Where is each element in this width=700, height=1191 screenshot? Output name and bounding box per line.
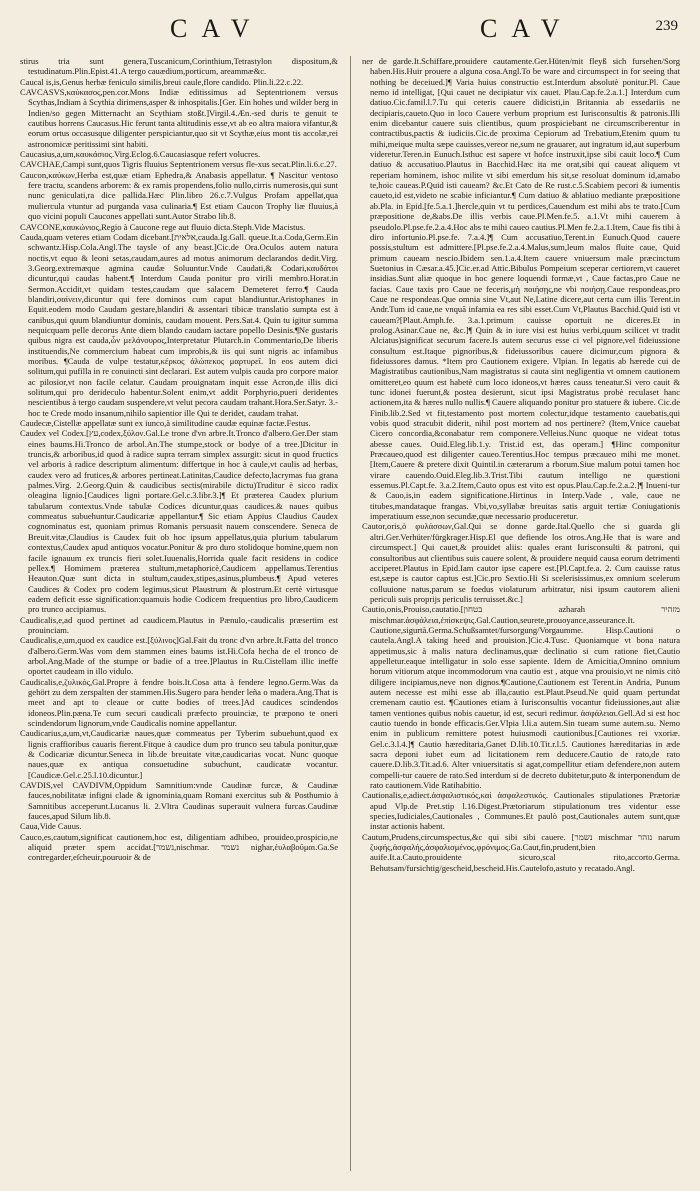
entry-text: CAVCASVS,καύκασος,pen.cor.Mons Indiæ editissimus ad Septentrionem versus Scythas,Indiam à Scythia dirimens,asper & inhospitalis.[Ger. Ein hohes und wilder berg in Indien/so gegen Mitternacht an Scythiam stoßt.]Virgil.4.Æn.-sed duris te genuit te cautibus horrens Caucasus.Hic ferunt tanta altitudinis esse,vt ab eo altra maiora vifantur,& eorum ortus occasusque diligenter perspiciantur,quo sit vt Scythæ,eius mont tis accolæ,rei astronomicæ peritissimi sint habiti. [20, 87, 338, 149]
entry-text: Caudicarius,a,um,vt,Caudicariæ naues,quæ commeatus per Tyberim subuehunt,quod ex lignis craffioribus cauaris fierent.Fitque à caudice dum pro trunco seu tabula ponitur,quæ & Codicariæ dicuntur.Seneca in lib.de breuitate vitæ,caudicarias vocat. Nunc quoque naues,quæ ex antiqua consuetudine subuchunt, caudicatæ vocantur. [Caudicæ.Gel.c.25.l.10.dicuntur.] [20, 728, 338, 780]
entry-text: Caudicalis,e,um,quod ex caudice est.[ξύλινος]Gal.Fait du tronc d'vn arbre.It.Fatta del tronco d'albero.Germ.Was vom dem stammen eines baums ist.Hi.Cofa hecha de el tronco de arbol.Ang.Made of the stumpe or badie of a tree.]Plautus in Ru.Cistellam illic ineffe oportet caudeam in illo vidulo. [20, 635, 338, 677]
entry-text: CAVCHAE,Campi sunt,quos Tigris fluuius Septentrionem versus fle-xus secat.Plin.li.6.c.27. [20, 159, 337, 170]
entry-text: Cautum,Prudens,circumspectus,&c qui sibi sibi cauere. [נשמר mischmar נזהר narum ζυφής,ἀσφαλής,ἀσφαλισμένος,φρόνιμος.Ga.Caut,fin,prudent,bien auife.It.a.Cauto,prouidente sicuro,scal rito,accorto.Germa. Behutsam/fursichtig/gescheid,bescheid.His.Cautelofo,astuto y recatado.Angl. [362, 831, 680, 873]
entry-text: Cauco,es,cautum,significat cautionem,hoc est, diligentiam adhibeo, prouideo,prospicio,ne aliquid præter spem accidat.[נשמר,nischmar. נשמר nighar,ἐυλαβοῦμαι.Ga.Se contregarder,eſcheuir,pouruoir & de [20, 831, 338, 863]
left-column [20, 56, 338, 1176]
column-divider [350, 56, 351, 1171]
entry-text: Cautor,oris,ὁ φυλάσσων,Gal.Qui se donne garde.Ital.Quello che si guarda gli altri.Ger.Verhüter/fürgkrager.Hisp.El que defiende los otros.Ang.He that is ware and circumspect.] Qui cauet,& prouidet aliis: quales erant Iurisconsulti & patroni, qui consultoribus aut clientibus suis cauere solent, & prouidere nequid causa eorum detrimenti acciperet.Plautus in Epid.Iam cautor ipse capere est.[Pl.Capt.fe.a. 2. Cum cauisse ratus est,sæpe is cautor captus est.]Cic.pro Sextio.Hi Si scelerisissimus,ex omnium scelerum colluuione natus,parum se foedus violaturum arbitratur, nisi ipsum cautorem alieni periculi suis proprijs periculis terruisset.&c.] [362, 521, 680, 604]
entry-text: Cautionalis,e,adiect.ἀσφαλιστικός,καὶ ἀσφαλεστικός. Cautionales stipulationes Prætoriæ apud Vlp.de Pret.stip l.16.Digest.Prætoriarum stipulationum tres videntur esse species,Iudiciales,Cautionales , Communes.Et paulò post,Cautionales autem sunt,quæ instar actionis habent. [362, 790, 680, 832]
entry-text: CAVDIS,vel CAVDIVM,Oppidum Samnitium:vnde Caudinæ furcæ, & Caudinæ fauces,nobilitatæ infigni clade & ignominia,quam Romani exercitus sub & Posthumio à Samnitibus acceperunt.Lucanus li. 2.Vltra Caudinas superauit vulnera furcas.Caudinæ fauces,apud Silum lib.8. [20, 780, 338, 822]
entry-text: Caucal is,is,Genus herbæ feniculo similis,breui caule,flore candido. Plin.li.22.c.22. [20, 76, 304, 87]
entry-text: Cauda,quam veteres etiam Codam dicebant.[אלאית,cauda.Ig.Gall. queue.It.a.Coda,Germ.Ein schwantz.Hisp.Cola.Angl.The taysle of any beast.]Cic.de Ora.Oculos autem natura noctis,vt equo & leoni setas,caudam,aures ad motus animorum declarandos dedit.Virg. 3.Georg.extremæque agmina caudæ Soluuntur.Vnde Caudati,& Codari,καυδάτοι dicuntur,qui caudas habent.¶ Interdum Cauda ponitur pro virili membro.Horat.in Sermon.Accidit,vt quidam testes,caudam que salacem Demeteret ferro.¶ Cauda blandiri,σαίνειν,dicuntur qui fere dominos cum caput blandiuntur.Aristophanes in Equit.eodem modo Caudam gestare,blandiri & assentari tibicæ translatio sumpta est à canibus,qui quum blandiuntur dominis, caudam mouent. Pers.Sat.4. Quin tu igitur summa nequicquam pelle decorus Ante diem blando caudam iactare popello Desinis.¶Ne gustaris quibus nigra est cauda,ὧν μελάνουρος,Interpretatur Plutarch.in Commentario,De liberis instituendis,Ne commercium habeat cum improbis,& iis qui sunt nigris ac infamibus moribus. ¶Cauda de vulpe testatur,κέρκος ἀλώπεκος μαρτυρεῖ. In eos autem dici solitum,qui pufilla in re conuincti sint declarari. Est autem vulpis cauda pro corpore maior ac pilosior,vt non facile celatur. Caudam prouignatam inquit esse Acron,de illis dici solitum,qui pro derideculo habentur.Solent enim,vt addit Porphyrio,pueri deridentes nescientibus à tergo caudam suspendere,vt velut pecora caudam trahant.Hora.Ser.Satyr. 3.-hoc te Crede modo insanum,nihilo sapientior ille Qui te deridet, caudam trahat. [20, 231, 338, 418]
page-number: 239 [655, 18, 678, 34]
entry-text: Caua,Vide Cauus. [20, 821, 82, 832]
entry-text: stirus tria sunt genera,Tuscanicum,Corinthium,Tetrastylon dispositum,& testudinatum.Plin.Epist.41.A tergo cauædium,porticum, areammæ&c. [20, 56, 338, 77]
entry-text: Caudecæ,Cistellæ appellatæ sunt ex iunco,à similitudine caudæ equinæ factæ.Festus. [20, 418, 311, 429]
entry-text: Caucon,καύκων,Herba est,quæ etiam Ephedra,& Anabasis appellatur. ¶ Nascitur ventoso fere tractu, scandens arborem: & ex ramis propendens,folio nullo,cirris numerosis,qui sunt nunc geniculati,ra dice pallida.Hæc Plin.libro 26.c.7.Vulgus Profam appellat,qua muliercula vtuntur ad purganda vasa culinaria.¶ Est etiam Caucon Trophy liæ fluuius,à quo vicini populi Caucones appellati sunt.Autor Strabo lib.8. [20, 169, 338, 222]
entry-text: ner de garde.It.Schiffare,prouidere cautamente.Ger.Hüten/mit fleyß sich fursehen/Sorg haben.His.Huir prouere a alguna cosa.Angl.To be ware and circumspect in for seeing that nothing be deceiued.]¶ Varia huius constructio est.Interdum absolutè ponitur.Pl. Caue nemo id intelligat, [Qui cauet ne decipiatur vix cauet. Plau.Cap.fe.2.a.1.] Interdum cum datiuo.Cic.famil.l.7.Tu qui ceteris cauere didicisti,in Britannia ab essedariis ne decipiaris,caueto.Quo in loco Cauere verbum proprium est Iurisconsultis & patronis.Illi enim dicebantur cauere suis clientibus, quum prospiciebant ne circumscriberentur in contractibus,pactis & iudiciis.Cic.de proxima Cepiorum ad Trebatium,Etenim quum tu mihi,meique multa sæpe cauisses,vereor ne,sum ne grauarer, aut ingratum id,aut superbum videretur.Teren.in Eunuch.Isthuc est sapere vt hofce instruxit,ipse sibi cauit loco.¶ Cum datiuo & accusatiuo.Plautus in Bacchid.Hæc ita me orat,sibi qui caueat aliquem vt reperiam hominem, ishoc milite vt sibi emerdum his sit,se resoluat dominum id,amabo te,hoic caueas.P.Quid isti caueam? &c.Et Cato de Re rust.c.5.Scabiem pecori & iumentis caueto,id est,videto ne scabie inficiantur.¶ Cum datiuo & ablatiuo mediante præpositione ab.Pla. in Epid.[fe.5.a.1.]hercle,quin vt tu perdices,Cauendum est mihi abs te trato.[Cum præpositione de,&abs.De illis verbis caue.Pl.Men.fe.5. a.1.Vt mihi cauerem à pseudolo.Pl.pse.fe.2.a.4.Hoc abs te mihi caueo cautius.Pl.Men fe.2.a.1.Item, Caue fis tibi à diro infortunio.Pl.pse.fe. 7.a.4.]¶ Cum accusatiuo,Terent.in Eunuch.Quod cauere possis,stultum est admittere.[Pl.pse.fe.2.a.4.Malus,sum,leum malos fluite caue, Quid primum caueam nescio.Ibidem sen.1.a.4.Item cauere vniuersum male præcinctum Suetonius in Cæsar.a.45.]Cic.er.ad Attic.Bibulus Pompeium sceperar certiorem,vt caueret insidias.Sunt aliæ quoque in hoc genere loquendi formæ,vt , Caue factas,pro Caue ne facias. Caue taxis pro Caue ne feceris,μὴ ποιήσῃς,ne vbi ποιήσῃ.Caue respondeas,pro Caue ne respondeas.Que omnia sine Vt,aut Ne,Latine dicere,aut certa cum illis Terent.in Andr.Tum id caue,ne vnquã infamia ea res sibi esset.Cum Vt,Plautus Bacchid.Quid isti vt caueam?[Plaut.Amph.fe. 3.a.1.primum cauisse oportuit ne diceres.Et in prolog.Asinar.Caue ne, &c.]¶ Quin & in iure visi est huius verbi,quum scilicet vt tradit Alciatus)significat securum facere.Is autem securus esse ci vel pignore,vel fideiussione consultum est.Itaque pignoribus,& fideiussoribus cauere dicimur,cum pignora & fideiussores damus. *Item pro Cautionem exigere. Vlpian. In legatis ab hærede cui de Magistratibus cautionibus,Nam magistratus si cauta sint negligentia vt omnem cautionem omitteret,eo quum est habetè cum loco idoneos,vt hæres causs teneatur.Si vero cauit & tunc idonei fuerunt,& postea desierunt, sicut ipsi Magistratus probè reculaset hanc actionem,ita & hæres nullo nullis.¶ Cauere aliquando ponitur pro statuere & iubere. Cic.de Finib.lib.2.Sed vt fit,testamento post mortem colectur,idque testamento cauebatis,qui vobis quod stracubit diderit, nihil post mortem ad nos pertinere? (Item,Vnice cauebat Cicero concordia,&conabatur rem componere.Velleius.Nunc quoque ne videat totus abesse caues. Ouid.Eleg.lib.1.y. Trist.id est, das operam.] ¶Hinc componitur Præcaueo,quod est diligenter caueo.Terentius.Hoc tempus præcaueo mihi me monet.[Item,Cauere & pretere dixit Quintil.in cæterarum a rborum.Siue malum potui tamen hoc virare cauendo.Ouid.Eleg.lib.3.Trist.Tibi cautum intelligo ne quæstioni essemus.Pl.Capt.fe. 3.a.2.Item,Cauto opus est vito est opus.Plau.Cap.fe.2.a.2.]¶ Inueni-tur & Cauo,is,in eadem significatione.Hirtinus in Interp.Vade , vale, caue ne titubes,mandataque frangas. Vbi,vo,syllabæ breuitas satis arguit tertiæ Coniugationis imperatiuum esse,non secundæ,quæ necessario produceretur. [362, 56, 680, 522]
entry-text: Caudicalis,e,ζυλικός,Gal.Propre à fendre bois.It.Cosa atta à fendere legno.Germ.Was da gehört zu dem zerspalten der stammen.His.Sugero para hender leña o madera.Ang.That is meet and apt to cleaue or cutte bodies of trees.]Ad caudices scindendos idoneos.Plin.pæna.Te cum securi caudicali præfecto prouinciæ, te præpono te oneri scindendorum lignorum,vnde Caudicalis nomine appellantur. [20, 676, 338, 728]
entry-text: Cautio,onis,Prouiso,cautatio.[בטחון azharah מזהיר mischmar.ἀσφάλεια,ἐπίσκεψις.Gal.Caution,seurete,prouoyance,asseurance.It. Cautione,sigurtà.Germa.Schußsamtet/fursorgung/Vorgaumme. Hisp.Cautioni o cautela.Angl.A taking heed and prouision.]Cic.4.Tusc. Quoniamque vt bona natura appetimus,sic à malis natura declinamus,quæ declinatio si cum ratione fiet,Cautio appelletur.eaque intelligatur in solo esse sapiente. Idem de Amicitia,Omnino omnium horum vitiorum atque incommodorum vna cautio est , atque vna prouisio,vt ne nimis citò diligere incipiamus,neve non dignos.¶Cautione,Cautionem est Terent.in Andria, Punum autem necesse est mihi esse ab illa,cautio est.Plaut.Pseud.Ne quid quam pertundat cremenam cautio est. ¶Cautiones etiam à Iurisconsultis vocantur fideiussiones,aut aliæ tamen ventiones quibus nobis cauetur, id est, securi redimur. ἀσφάλειαι.Gell.Ad si est hoc cautio tuendo in bonde efficacis.Ger.Vlpia l.li.a autem.Sin tueam sume autem.su. Nemo enim in publicum remittere potest huiusmodi cautionibus.[Cautiones rei vxoriæ. Gel.c.3.l.4.]¶ Cautio hæreditaria,Ganet D.lib.10.Tit.r.l.5. Cautiones hæreditarias in æde sacra deponi iubet eum ad licitationem rem deducere.Cautio de rato,de rato cauere.D.lib.3.Tit.ad.6. Alter vniuersitatis si agat,compellitur etiam defendere,non autem compelli-tur cauere de rato.Sed interdum si de decreto dubitetur,puto & interponendum de rato cautionem.Vide Ratihabitio. [362, 604, 680, 791]
running-head-left: CAV [170, 14, 264, 43]
entry-text: Caucasius,a,um,καυκάσιος.Virg.Eclog.6.Caucasiasque refert volucres. [20, 149, 261, 160]
right-column [362, 56, 680, 1176]
entry-text: Caudex vel Codex.[עץ,codex,ξύλον.Gal.Le trone d'vn arbre.It.Tronco d'albero.Ger.Der stam eines baums.Hi.Tronco de arbol.An.The stumpe,stock or bodye of a tree.]Dicitur in truncis,& arboribus,id quod à radice supra terram simplex assurgit: sicut in quod fructics vel arboris à radice descriptum alimentum: differtque in hoc à caule,vt caulis ad herbas, caudex vero ad frutices,& arbores pertineat.Latinitas,Caudice defecto,lacrymas fua grana palmes.Virg. 2.Georg.Quin & caudicibus sectis(mirabile dictu)Truditur è sicco radix oleagina lignio.[Caudices ligni portare.Gel.c.3.libr.3.]¶ Et præterea Caudex plurium tabularum contextus.Vnde tabulæ Codices dicuntur,quas caudices.& naues quibus commeatus subuehuntur.Caudicariæ appellantur.¶ Sic etiam Appius Claudius Caudex cognominatus est, quoniam primus Romanis persuasit nauem conscendere. Seneca de Breuit.vitæ,Claudius is Caudex fuit ob hoc ipsum appellatus,quia plurium tabularum contextus,Caudex apud antiquos vocatur.Ponitur & pro duro stolidoque homine,quem non facile ignauum ex truncis fieri solet.Iuuenalis,Horrida quale facit residens in codice pellex.¶ Homimem præterea stultum,metaphoricè,Caudicem appellamus.Terentius Heauton.Quæ sunt dicta in stultum,caudex,stipes,asinus,plumbeus.¶ Apud veteres Caudices & Codex pro codem legimus,sicut Plaustrum & plostrum.Et certè virtusque eadem deficit esse signification:quamuis hodie Codicem frequentius pro libro,Caudicem pro trunco accipiamus. [20, 428, 338, 615]
running-head-right: CAV [480, 14, 574, 43]
entry-text: CAVCONE,καυκώνιος,Regio à Caucone rege aut fluuio dicta.Steph.Vide Macistus. [20, 221, 306, 232]
entry-text: Caudicalis,e,ad quod pertinet ad caudicem.Plautus in Pænulo,-caudicalis præsertim est prouinciam. [20, 614, 338, 635]
